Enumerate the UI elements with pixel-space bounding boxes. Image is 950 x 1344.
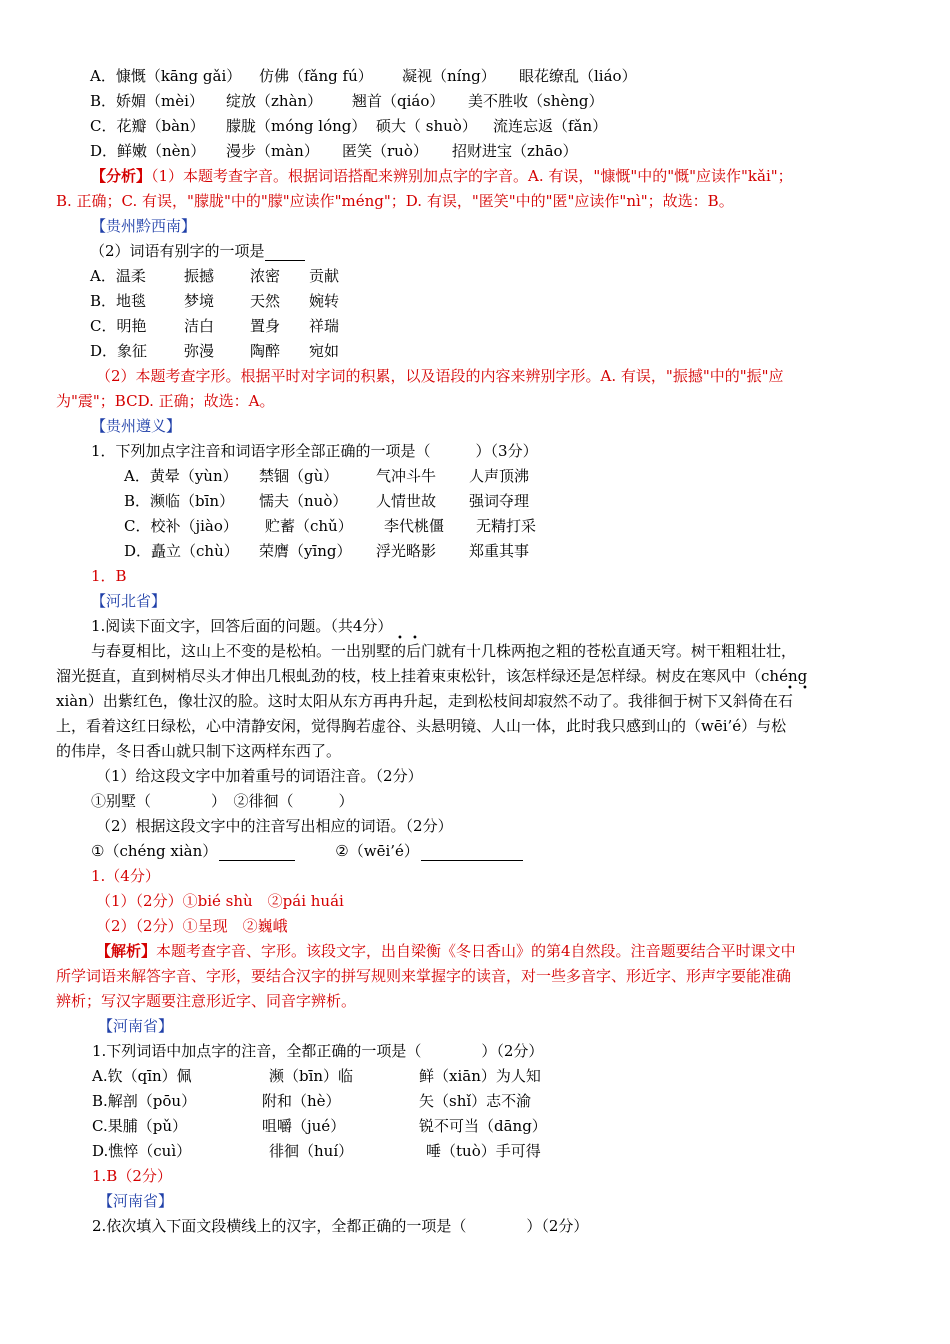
jiexi-line-3: 辨析；写汉字题要注意形近字、同音字辨析。 — [56, 992, 357, 1010]
option-word: A．黄晕（yùn） — [124, 467, 238, 485]
option-word: 祥瑞 — [309, 317, 340, 335]
option-word: C.果脯（pǔ） — [92, 1117, 187, 1135]
sub-question: （2）根据这段文字中的注音写出相应的词语。（2分） — [96, 817, 453, 835]
jiexi-line — [96, 941, 796, 961]
option-word: A．温柔 — [90, 267, 146, 285]
option-word: B．濒临（bīn） — [124, 492, 235, 510]
option-word: 贡献 — [309, 267, 340, 285]
option-word: 翘首（qiáo） — [352, 92, 445, 110]
passage-text: xiàn）出紫红色，像壮汉的脸。这时太阳从东方再冉升起，走到松枝间却寂然不动了。我徘徊于树下又斜倚在石 — [56, 692, 793, 710]
option-word: D．矗立（chù） — [124, 542, 239, 560]
option-word: B．娇媚（mèi） — [90, 92, 204, 110]
option-word: 宛如 — [309, 342, 340, 360]
option-word: C．花瓣（bàn） — [90, 117, 205, 135]
option-word: 濒（bīn）临 — [269, 1067, 354, 1085]
passage-text: 与春夏相比，这山上不变的是松柏。一出别墅的后门就有十几株两抱之粗的苍松直通天穹。树干粗粗壮壮， — [91, 642, 797, 660]
sub-question: （1）给这段文字中加着重号的词语注音。（2分） — [96, 767, 423, 785]
question-intro: 1.阅读下面文字，回答后面的问题。（共4分） — [91, 617, 393, 635]
answer-blank — [421, 844, 523, 861]
answer-blank — [219, 844, 295, 861]
option-word: 无精打采 — [476, 517, 537, 535]
question-text: 1．下列加点字注音和词语字形全部正确的一项是（ ）（3分） — [91, 442, 538, 460]
fill-line — [91, 841, 523, 861]
option-word: 招财进宝（zhāo） — [452, 142, 578, 160]
option-word: 人声顶沸 — [469, 467, 530, 485]
option-word: 气冲斗牛 — [376, 467, 437, 485]
option-word: B.解剖（pōu） — [92, 1092, 197, 1110]
option-word: 贮蓄（chǔ） — [265, 517, 353, 535]
option-word: C．明艳 — [90, 317, 147, 335]
analysis-line — [91, 166, 793, 186]
option-word: 硕大（ shuò） — [376, 117, 477, 135]
answer-explanation-2: 为"震"；BCD. 正确；故选：A。 — [56, 392, 275, 410]
option-word: 婉转 — [309, 292, 340, 310]
option-word: A．慷慨（kāng gǎi） — [90, 67, 242, 85]
question-text: 2.依次填入下面文段横线上的汉字，全都正确的一项是（ ）（2分） — [92, 1217, 589, 1235]
answer-text: 1.B（2分） — [92, 1167, 172, 1185]
option-word: 浮光略影 — [376, 542, 437, 560]
jiexi-tag: 【解析】 — [96, 942, 157, 960]
option-word: 天然 — [250, 292, 281, 310]
passage-line — [91, 633, 797, 661]
option-word: 浓密 — [250, 267, 281, 285]
answer-text: 1．B — [91, 567, 127, 585]
emphasis-dot: • — [412, 633, 418, 644]
analysis-text: （1）本题考查字音。根据词语搭配来辨别加点字的字音。A. 有误，"慷慨"中的"慨"应读作"kǎi"； — [151, 167, 793, 185]
option-word: D.憔悴（cuì） — [92, 1142, 192, 1160]
option-word: 荣膺（yīng） — [259, 542, 352, 560]
answer-text: （2）（2分）①呈现 ②巍峨 — [96, 917, 288, 935]
option-word: 强词夺理 — [469, 492, 530, 510]
option-word: 唾（tuò）手可得 — [426, 1142, 541, 1160]
option-word: 匿笑（ruò） — [342, 142, 428, 160]
section-header: 【河北省】 — [91, 592, 167, 610]
option-word: 凝视（níng） — [402, 67, 496, 85]
emphasis-dot: • — [397, 633, 403, 644]
option-word: 徘徊（huí） — [269, 1142, 354, 1160]
option-word: 梦境 — [184, 292, 215, 310]
section-header: 【贵州黔西南】 — [91, 217, 197, 235]
option-word: C．校补（jiào） — [124, 517, 238, 535]
question-label: （2）词语有别字的一项是 — [90, 242, 265, 260]
option-word: 郑重其事 — [469, 542, 530, 560]
option-word: 懦夫（nuò） — [259, 492, 348, 510]
section-header: 【贵州遵义】 — [91, 417, 182, 435]
option-word: B．地毯 — [90, 292, 147, 310]
section-header: 【河南省】 — [98, 1192, 174, 1210]
answer-blank — [265, 244, 305, 261]
option-word: 人情世故 — [376, 492, 437, 510]
emphasis-dot: • — [802, 683, 808, 694]
option-word: 仿佛（fǎng fú） — [259, 67, 373, 85]
answer-text: （1）（2分）①bié shù ②pái huái — [96, 892, 344, 910]
jiexi-text: 本题考查字音、字形。该段文字，出自梁衡《冬日香山》的第4自然段。注音题要结合平时课文中 — [156, 942, 796, 960]
option-word: 置身 — [250, 317, 281, 335]
answer-text: 1.（4分） — [91, 867, 160, 885]
option-word: 朦胧（móng lóng） — [226, 117, 367, 135]
option-word: 流连忘返（fǎn） — [493, 117, 608, 135]
passage-line: 的伟岸，冬日香山就只制下这两样东西了。 — [56, 742, 342, 760]
option-word: D．鲜嫩（nèn） — [90, 142, 206, 160]
option-word: 附和（hè） — [262, 1092, 341, 1110]
option-word: 洁白 — [184, 317, 215, 335]
option-word: 李代桃僵 — [384, 517, 445, 535]
option-word: 矢（shǐ）志不渝 — [419, 1092, 532, 1110]
question-text — [90, 241, 305, 261]
option-word: D．象征 — [90, 342, 148, 360]
option-word: 锐不可当（dāng） — [419, 1117, 547, 1135]
option-word: 陶醉 — [250, 342, 281, 360]
question-text: 1.下列词语中加点字的注音，全都正确的一项是（ ）（2分） — [92, 1042, 544, 1060]
option-word: A.钦（qīn）佩 — [92, 1067, 192, 1085]
passage-line: 上，看着这红日绿松，心中清静安闲，觉得胸若虚谷、头悬明镜、人山一体，此时我只感到山的（wēi’é）与松 — [56, 717, 787, 735]
option-word: 咀嚼（jué） — [262, 1117, 346, 1135]
option-word: 绽放（zhàn） — [226, 92, 323, 110]
option-word: 弥漫 — [184, 342, 215, 360]
section-header: 【河南省】 — [98, 1017, 174, 1035]
pinyin-prompt: ①（chéng xiàn） — [91, 842, 218, 860]
option-word: 美不胜收（shèng） — [468, 92, 604, 110]
option-word: 鲜（xiān）为人知 — [419, 1067, 541, 1085]
option-word: 禁锢（gù） — [259, 467, 339, 485]
emphasis-dot: • — [787, 683, 793, 694]
analysis-line-2: B. 正确；C. 有误，"朦胧"中的"朦"应读作"méng"；D. 有误，"匿笑"中的"匿"应读作"nì"；故选：B。 — [56, 192, 734, 210]
jiexi-line-2: 所学词语来解答字音、字形，要结合汉字的拼写规则来掌握字的读音，对一些多音字、形近字、形声字要能准确 — [56, 967, 792, 985]
option-word: 振撼 — [184, 267, 215, 285]
analysis-tag: 【分析】 — [91, 167, 152, 185]
answer-explanation: （2）本题考查字形。根据平时对字词的积累，以及语段的内容来辨别字形。A. 有误，"振撼"中的"振"应 — [96, 367, 784, 385]
passage-line — [56, 683, 808, 711]
option-word: 漫步（màn） — [226, 142, 319, 160]
fill-line: ①别墅（ ） ②徘徊（ ） — [91, 792, 354, 810]
option-word: 眼花缭乱（liáo） — [519, 67, 637, 85]
pinyin-prompt: ②（wēi’é） — [335, 842, 419, 860]
passage-line: 溜光挺直，直到树梢尽头才伸出几根虬劲的枝，枝上挂着束束松针，该怎样绿还是怎样绿。树皮在寒风中（chéng — [56, 667, 808, 685]
